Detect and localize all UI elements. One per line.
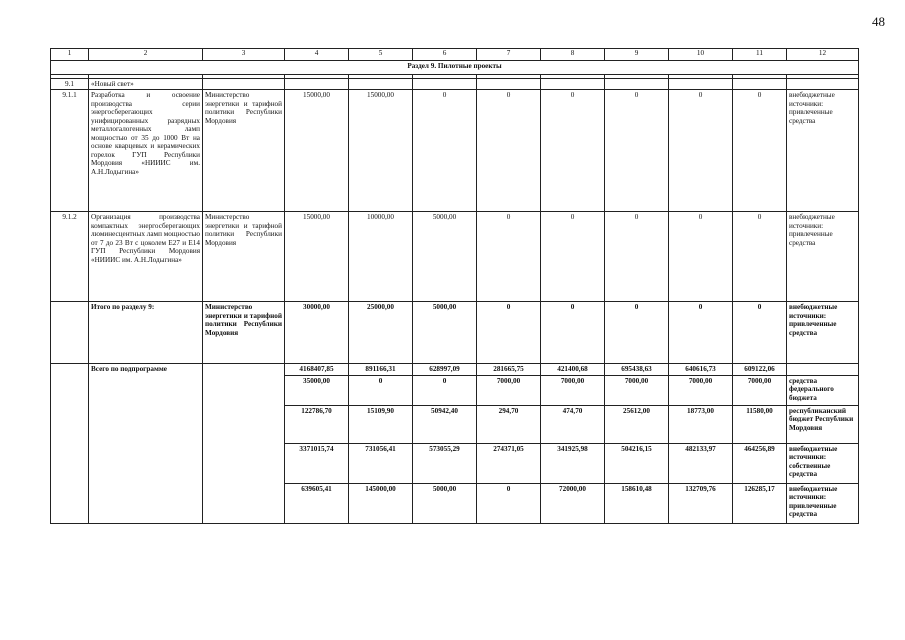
value-cell: 0 [669,302,733,364]
value-cell: 504216,15 [605,443,669,483]
row-name: Итого по разделу 9: [89,302,203,364]
table-row [51,90,859,212]
funding-source: внебюджетные источники: привлеченные средства [787,90,859,212]
table-row [51,79,859,90]
value-cell: 5000,00 [413,483,477,523]
value-cell: 573055,29 [413,443,477,483]
value-cell: 7000,00 [541,375,605,405]
row-ministry: Министерство энергетики и тарифной политики Республики Мордовия [203,302,285,364]
table-row [51,212,859,302]
column-header: 3 [203,49,285,61]
value-cell: 0 [477,302,541,364]
section-total-row [51,302,859,364]
value-cell: 15000,00 [285,212,349,302]
value-cell: 25000,00 [349,302,413,364]
column-number-row [51,49,859,61]
funding-source: внебюджетные источники: собственные средства [787,443,859,483]
row-ministry: Министерство энергетики и тарифной политики Республики Мордовия [203,90,285,212]
value-cell: 464256,89 [733,443,787,483]
value-cell: 482133,97 [669,443,733,483]
value-cell: 30000,00 [285,302,349,364]
value-cell: 7000,00 [669,375,733,405]
value-cell: 0 [733,302,787,364]
value-cell: 421400,68 [541,364,605,375]
value-cell: 0 [477,90,541,212]
program-table [50,48,859,524]
row-id: 9.1.1 [51,90,89,212]
value-cell: 50942,40 [413,405,477,443]
value-cell: 0 [349,375,413,405]
value-cell: 122786,70 [285,405,349,443]
value-cell: 341925,98 [541,443,605,483]
value-cell: 72000,00 [541,483,605,523]
value-cell: 25612,00 [605,405,669,443]
value-cell: 0 [733,212,787,302]
value-cell: 11580,00 [733,405,787,443]
funding-source: внебюджетные источники: привлеченные средства [787,302,859,364]
section-title: Раздел 9. Пилотные проекты [51,61,859,75]
value-cell: 7000,00 [605,375,669,405]
value-cell: 640616,73 [669,364,733,375]
value-cell: 10000,00 [349,212,413,302]
value-cell: 132709,76 [669,483,733,523]
value-cell: 0 [477,212,541,302]
value-cell: 281665,75 [477,364,541,375]
value-cell: 731056,41 [349,443,413,483]
value-cell: 628997,09 [413,364,477,375]
funding-source: внебюджетные источники: привлеченные средства [787,483,859,523]
column-header: 7 [477,49,541,61]
value-cell: 274371,05 [477,443,541,483]
value-cell: 0 [733,90,787,212]
row-name: Всего по подпрограмме [89,364,203,523]
row-name: Разработка и освоение производства серии энергосберегающих унифицированных разрядных металлогалогенных ламп мощностью от 35 до 1000 Вт на основе кварцевых и керамических горелок ГУП Республики Мордовия «НИИИС им. А.Н.Лодыгина» [89,90,203,212]
value-cell: 0 [605,212,669,302]
value-cell: 7000,00 [733,375,787,405]
value-cell: 474,70 [541,405,605,443]
value-cell: 15000,00 [349,90,413,212]
row-id: 9.1.2 [51,212,89,302]
value-cell: 15109,90 [349,405,413,443]
value-cell: 3371015,74 [285,443,349,483]
value-cell: 158610,48 [605,483,669,523]
value-cell: 18773,00 [669,405,733,443]
row-name: Организация производства компактных энергосберегающих люминесцентных ламп мощностью от 7 до 23 Вт с цоколем Е27 и Е14 ГУП Республики Мордовия «НИИИС им. А.Н.Лодыгина» [89,212,203,302]
value-cell: 0 [541,90,605,212]
value-cell: 0 [605,90,669,212]
value-cell: 609122,06 [733,364,787,375]
value-cell: 35000,00 [285,375,349,405]
column-header: 12 [787,49,859,61]
value-cell: 4168407,85 [285,364,349,375]
column-header: 4 [285,49,349,61]
value-cell: 0 [541,212,605,302]
row-name: «Новый свет» [89,79,203,90]
row-id: 9.1 [51,79,89,90]
funding-source: республиканский бюджет Республики Мордовия [787,405,859,443]
value-cell: 0 [541,302,605,364]
value-cell: 126285,17 [733,483,787,523]
value-cell: 0 [413,90,477,212]
row-ministry: Министерство энергетики и тарифной политики Республики Мордовия [203,212,285,302]
column-header: 9 [605,49,669,61]
value-cell: 5000,00 [413,302,477,364]
column-header: 10 [669,49,733,61]
value-cell: 0 [669,90,733,212]
column-header: 8 [541,49,605,61]
value-cell: 7000,00 [477,375,541,405]
section-row [51,61,859,75]
value-cell: 695438,63 [605,364,669,375]
value-cell: 0 [669,212,733,302]
funding-source: средства федерального бюджета [787,375,859,405]
column-header: 11 [733,49,787,61]
value-cell: 5000,00 [413,212,477,302]
value-cell: 145000,00 [349,483,413,523]
value-cell: 0 [605,302,669,364]
value-cell: 0 [413,375,477,405]
value-cell: 639605,41 [285,483,349,523]
page-number: 48 [872,14,885,29]
value-cell: 294,70 [477,405,541,443]
column-header: 5 [349,49,413,61]
value-cell: 15000,00 [285,90,349,212]
funding-source: внебюджетные источники: привлеченные средства [787,212,859,302]
column-header: 2 [89,49,203,61]
value-cell: 0 [477,483,541,523]
value-cell: 891166,31 [349,364,413,375]
column-header: 1 [51,49,89,61]
column-header: 6 [413,49,477,61]
grand-total-row [51,364,859,375]
